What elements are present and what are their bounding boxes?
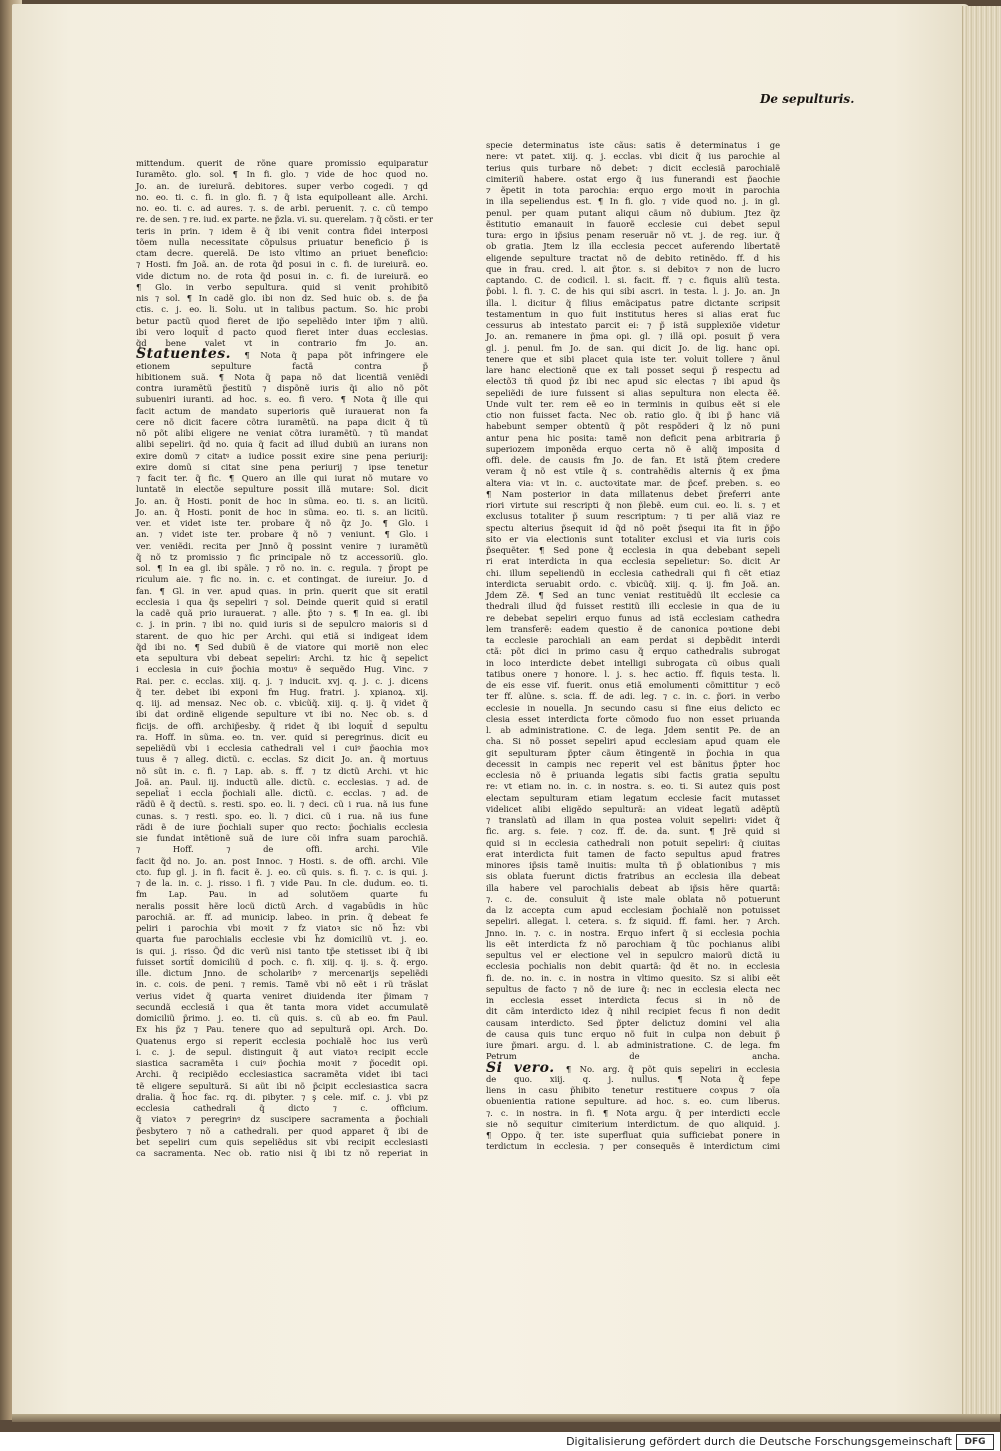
text-line: ecclesia pochialis non debit quartã: q̃d ẽt no. in ecclesia <box>486 961 780 972</box>
text-line: bet sepeliri cum quis sepeliẽdus sit vbi recipit ecclesiasti <box>136 1136 428 1147</box>
text-line: veram q̃ nõ est vtile q̃ s. contrahẽdis alternis q̃ ex p̃ma <box>486 466 780 477</box>
text-line: captando. C. de codicil. l. si. facit. ff. ⁊ c. fiquis aliũ testa. <box>486 275 780 285</box>
text-line: alibi sepeliri. q̃d no. quia q̃ facit ad illud dubiũ an iurans non <box>136 439 428 450</box>
digitization-footer <box>0 1432 1000 1451</box>
dfg-logo: DFG <box>956 1434 994 1450</box>
text-line: specie determinatus iste cãus: satis ẽ determinatus i ge <box>486 140 780 150</box>
text-line: in. c. cois. de peni. ⁊ remis. Tamẽ vbi nõ eẽt i rũ trãslat <box>136 979 428 990</box>
text-line: tõem nulla necessitate cõpulsus priuatur beneficio p̃ is <box>136 236 428 247</box>
text-line: in loco interdicte debet intelligi subrogata cũ oibus quali <box>486 657 780 668</box>
page-fore-edge <box>962 6 1001 1414</box>
page-bottom-shadow <box>12 1414 1000 1422</box>
text-line: re. de sen. ⁊ re. iud. ex parte. ne p̃zla. vi. su. querelam. ⁊ q̃ cõsti. er ter <box>136 214 433 225</box>
text-line: sepeliẽdũ vbi i ecclesia cathedrali vel i cuiꝰ p̃aochia moꝛ <box>136 743 428 753</box>
text-line: que in frau. cred. l. ait p̃tor. s. si debitoꝛ ⁊ non de lucro <box>486 263 780 274</box>
text-line: ⁊ Hosti. fm Joã. an. de rota q̃d posui in c. fi. de iureiurã. eo. <box>136 259 428 270</box>
text-line: decessit in campis nec reperit vel est bãnitus p̃pter hoc <box>486 758 780 769</box>
running-head: De sepulturis. <box>760 92 855 106</box>
text-line: luntatẽ in electõe sepulture possit illã mutare: Sol. dicit <box>136 484 428 495</box>
text-line: vide dictum no. de rota q̃d posui in. c. fi. de iureiurã. eo <box>136 270 428 281</box>
text-line: electõ3 tñ quod p̃z ibi nec apud sic electas ⁊ ibi apud q̃s <box>486 376 780 387</box>
text-line: i ecclesia in cuiꝰ p̃ochia moꝛtuꝰ ẽ sequẽdo Hug. Vinc. ⁊ <box>136 664 428 675</box>
text-line: altera via: vt in. c. auctoꝛitate mar. de p̃cef. preben. s. eo <box>486 477 780 488</box>
text-line: nõ põt alibi eligere ne veniat cõtra iuramẽtũ. ⁊ tũ mandat <box>136 428 428 438</box>
text-line: q̃d ibi no. ¶ Sed dubiũ ẽ de viatore qui moriẽ non elec <box>136 641 428 652</box>
text-line: illa habere vel parochialis debeat ab ip̃sis hẽre quartã: <box>486 882 780 893</box>
text-line: ctis. c. j. eo. li. Solu. ut in talibus pactum. So. hic probi <box>136 304 428 315</box>
text-line: ⁊. c. de. consuluit q̃ iste male oblata nõ potuerunt <box>486 893 780 904</box>
text-line: sepeliat̃ i eccla p̃ochiali alle. dictũ. c. ecclas. ⁊ ad. de <box>136 788 428 798</box>
text-line: nere: vt patet. xiij. q. j. ecclas. vbi dicit q̃ ius parochie al <box>486 151 780 162</box>
text-line: lare hanc electionẽ que ex tali posset sequi p̃ respectu ad <box>486 365 780 375</box>
text-line: ẽstitutio emanauit in fauorẽ ecclesie cui debet sepul <box>486 218 780 229</box>
text-line: chi. illum sepeliendũ in ecclesia cathedrali qui fi cẽt etiaz <box>486 567 780 578</box>
text-line: penul. per quam putant aliqui cãum nõ dubium. Jtez q̃z <box>486 207 780 218</box>
text-line: re debebat sepeliri erquo funus ad istã ecclesiam cathedra <box>486 612 780 623</box>
text-line: git sepulturam p̃pter cãum ẽtingentẽ in p̃ochia in qua <box>486 747 780 758</box>
text-line: thedrali illud q̃d fuisset restitũ illi ecclesie in qua de iu <box>486 601 780 612</box>
text-line: Jnno. in. ⁊. c. in nostra. Erquo infert q̃ si ecclesia pochia <box>486 927 780 938</box>
text-line: fuisset sortit̃ domiciliũ d poch. c. fi. xiij. q. ij. s. q̃. ergo. <box>136 956 428 967</box>
text-line: dit cãm interdicto idez q̃ nihil recipiet fecus fi non dedit <box>486 1006 780 1017</box>
text-line: starent. de quo hic per Archi. qui etiã si indigeat idem <box>136 630 428 641</box>
text-line: interdicta seruabit ordo. c. vbicũq̃. xiij. q. ij. fm Joã. an. <box>486 578 780 589</box>
text-line: an. ⁊ videt iste ter. probare q̃ nõ ⁊ veniunt. ¶ Glo. i <box>136 529 428 540</box>
text-line: riori virtute sui rescripti q̃ non p̃lebẽ. eum cui. eo. li. s. ⁊ et <box>486 500 780 510</box>
rubric-heading: Statuentes. <box>136 346 245 363</box>
text-line: Unde vult ter. rem eẽ eo in terminis in quibus eẽt si ele <box>486 398 780 409</box>
text-line: teris in prin. ⁊ idem ẽ q̃ ibi venit contra fidei interposi <box>136 225 428 236</box>
text-line: Iuramẽto. glo. sol. ¶ In fi. glo. ⁊ vide de hoc quod no. <box>136 169 428 180</box>
text-line: ob gratia. Jtem lz illa ecclesia peccet auferendo libertatẽ <box>486 241 780 252</box>
text-line: cimiteriũ habere. ostat ergo q̃ ius funerandi est p̃aochie <box>486 173 780 184</box>
text-line: fm Lap. Pau. in ad solutõem quarte fu <box>136 889 428 900</box>
text-line: sepultus vel er electione vel in sepulcro maiorũ dictã iu <box>486 950 780 960</box>
text-line: Quatenus ergo si reperit ecclesia pochialẽ hoc ius verũ <box>136 1035 428 1046</box>
text-line: Archi. q̃ recipiẽdo ecclesiastica sacramẽta videt ibi taci <box>136 1069 428 1080</box>
text-line: ecclesia i qua q̃s sepeliri ⁊ sol. Deinde querit quid si eratil <box>136 596 428 607</box>
text-line: de quo. xiij. q. j. nullus. ¶ Nota q̃ fepe <box>486 1073 780 1084</box>
text-line: p̃sequẽter. ¶ Sed pone q̃ ecclesia in qua debebant sepeli <box>486 545 780 555</box>
text-line: ⁊ ẽpetit in tota parochia: erquo ergo moꝛit in parochia <box>486 185 780 195</box>
text-line: ecclesia nõ ẽ priuanda legatis sibi factis gratia sepultu <box>486 770 780 780</box>
text-line: ficijs. de offi. archip̃esby. q̃ ridet q̃ ibi loquit̃ d sepultu <box>136 720 428 731</box>
text-line: etionem sepulture factã contra p̃ <box>136 360 428 371</box>
text-line: no. eo. ti. c. fi. in glo. fi. ⁊ q̃ ista equipolleant alle. Archi. <box>136 191 428 202</box>
text-line: spectu alterius p̃sequit id q̃d nõ poẽt p̃sequi ita fit in p̃p̃o <box>486 522 780 533</box>
text-line: fic. arg. s. feie. ⁊ coz. ff. de. da. sunt. ¶ Jrẽ quid si <box>486 826 780 837</box>
text-line: quarta fue parochialis ecclesie vbi h̃z domiciliũ vt. j. eo. <box>136 934 428 945</box>
text-line: antur pena hic posita: tamẽ non deficit pena arbitraria p̃ <box>486 432 780 443</box>
text-line: testamentum in quo fuit institutus heres si alias erat fuc <box>486 308 780 319</box>
text-line: q̃ ter. debet ibi exponi fm Hug. fratri. j. xpianoꝝ. xij. <box>136 686 428 697</box>
text-line: nis ⁊ sol. ¶ In cadẽ glo. ibi non dz. Sed huic ob. s. de p̃a <box>136 293 428 303</box>
text-line: tura: ergo in ip̃sius penam reseruãr nõ vt. j. de reg. iur. q̃ <box>486 230 780 240</box>
text-line: sepultus de facto ⁊ nõ de iure q̃: nec in ecclesia electa nec <box>486 983 780 994</box>
text-line: ctam decre. querelã. De isto vltimo an priuet beneficio: <box>136 248 428 258</box>
text-line: dralia. q̃ h̃oc fac. rq. di. pibyter. ⁊ ş cele. mif. c. j. vbi pz <box>136 1091 428 1102</box>
text-line: clesia esset interdicta forte cõmodo fuo non esset priuanda <box>486 713 780 724</box>
text-line: ibi vero loquit̃ d pacto quod fieret inter duas ecclesias. <box>136 326 428 337</box>
text-line: sie fundat intẽtionẽ suã de iure cõi infra suam parochiã. <box>136 833 428 843</box>
text-line: ¶ Oppo. q̃ ter. iste superfluat quia sufficiebat ponere in <box>486 1130 780 1140</box>
text-line: illa. l. dicitur q̃ filius emãcipatus patre dictante scripsit <box>486 297 780 308</box>
left-text-column <box>136 158 433 1208</box>
text-line: ta ecclesie parochiali an eam perdat si depbẽdit interdi <box>486 635 780 645</box>
text-line: c. j. in prin. ⁊ ibi no. quid iuris si de sepulcro maioris si d <box>136 619 428 630</box>
text-line: tenere que et sibi placet quia iste ter. voluit tollere ⁊ ãnul <box>486 353 780 364</box>
text-line: cha. Si nõ posset sepeliri apud ecclesiam apud quam ele <box>486 736 780 747</box>
text-line: i. c. j. de sepul. distinguit q̃ aut viatoꝛ recipit eccle <box>136 1046 428 1057</box>
text-line: Joã. an. Paul. iij. inductũ alle. dictũ. c. ecclesias. ⁊ ad. de <box>136 776 428 787</box>
text-line: Petrum de ancha. <box>486 1051 780 1062</box>
text-line: exire domũ ⁊ citatꝰ a iudice possit exire sine pena periurij: <box>136 450 428 461</box>
footer-credit: Digitalisierung gefördert durch die Deutsche Forschungsgemeinschaft <box>566 1435 952 1448</box>
text-line: exclusus totaliter p̃ suum rescriptum: ⁊ ti per aliã viaz re <box>486 511 780 522</box>
text-line: ⁊ facit ter. q̃ fic. ¶ Quero an ille qui iurat nõ mutare vo <box>136 473 428 483</box>
text-line: ecclesie in nouella. Jn secundo casu si fine eius delicto ec <box>486 702 780 713</box>
text-line: ⁊ de la. in. c. j. risso. i fi. ⁊ vide Pau. In cle. dudum. eo. ti. <box>136 878 428 888</box>
text-line: sepeliri. allegat. l. cetera. s. fz siquid. ff. fami. her. ⁊ Arch. <box>486 916 780 927</box>
text-line: ctã: põt dici in primo casu q̃ erquo cathedralis subrogat <box>486 646 780 657</box>
text-line: Jdem Zẽ. ¶ Sed an tunc veniat restituẽdũ ilt ecclesie ca <box>486 590 780 600</box>
text-line: terius quis turbare nõ debet: ⁊ dicit ecclesiã parochialẽ <box>486 162 780 173</box>
text-line: no. eo. ti. c. ad aures. ⁊. s. de arbi. peruenit. ⁊. c. cũ tempo <box>136 203 428 213</box>
text-line: iure p̃mari. argu. d. l. ab administratione. C. de lega. fm <box>486 1040 780 1050</box>
text-line: mittendum. querit de rõne quare promissio equiparatur <box>136 158 428 168</box>
text-line: gl. j. penul. fm Jo. de san. qui dicit Jo. de lig. hanc opi. <box>486 342 780 353</box>
text-line: in illa sepeliendus est. ¶ In fi. glo. ⁊ vide quod no. j. in gl. <box>486 196 780 207</box>
text-line: tẽ eligere sepulturã. Si aũt ibi nõ p̃cipit ecclesiastica sacra <box>136 1080 428 1091</box>
text-line: peliri i parochia vbi moꝛit ⁊ fz viatoꝛ sic nõ h̃z: vbi <box>136 923 428 933</box>
text-line: sis oblata fuerunt dictis fratribus an ecclesia illa debeat <box>486 871 780 882</box>
text-line: neralis possit hẽre locũ dictũ Arch. d vagabūdis in hũc <box>136 900 428 911</box>
text-line: parochiã. ar. ff. ad municip. labeo. in prin. q̃ debeat fe <box>136 911 428 922</box>
text-line: ra. Hoff. in sũma. eo. tn. ver. quid si peregrinus. dicit eu <box>136 731 428 742</box>
text-line: tuus ẽ ⁊ alleg. dictũ. c. ecclas. Sz dicit Jo. an. q̃ mortuus <box>136 754 428 765</box>
text-line: re: vt etiam no. in. c. in nostra. s. eo. ti. Si autez quis post <box>486 781 780 792</box>
text-line: liens in casu p̃hibito tenetur restituere coꝛpus ⁊ oĩa <box>486 1085 780 1095</box>
text-line: eta sepultura vbi debeat sepeliri: Archi. tz hic q̃ sepelict <box>136 653 428 663</box>
text-line: ⁊ translatũ ad illam in qua postea voluit sepeliri: videt q̃ <box>486 815 780 825</box>
text-line: eligende sepulture tractat nõ de debito retinẽdo. ff. d his <box>486 252 780 263</box>
text-line: Jo. an. remanere in p̃ma opi. gl. ⁊ illã opi. posuit p̃ vera <box>486 331 780 342</box>
text-line: q̃ viatoꝛ ⁊ peregrinꝰ dz suscipere sacramenta a p̃ochiali <box>136 1114 428 1125</box>
text-line: q̃d bene valet vt in contrario fm Jo. an. <box>136 338 428 348</box>
text-line: lem transferẽ: eadem questio ẽ de canonica poꝛtione debi <box>486 623 780 634</box>
text-line: ⁊ Hoff. ⁊ de offi. archi. Vile <box>136 844 428 855</box>
text-line: terdictum in ecclesia. ⁊ per consequẽs ẽ interdictum cimi <box>486 1141 780 1152</box>
text-line: fi. de. no. in. c. in nostra in vltimo quesito. Sz si alibi eẽt <box>486 972 780 983</box>
text-line: p̃esbytero ⁊ nõ a cathedrali. per quod apparet q̃ ibi de <box>136 1125 428 1136</box>
text-line: ibi dat ordinẽ eligende sepulture vt ibi no. Nec ob. s. d <box>136 709 428 720</box>
text-line: ⁊. c. in nostra. in fi. ¶ Nota argu. q̃ per interdicti eccle <box>486 1107 780 1118</box>
text-line: sito er via electionis sunt totaliter exclusi et via iuris cois <box>486 533 780 544</box>
text-line: exire domũ si citat sine pena periurij ⁊ ipse tenetur <box>136 461 428 472</box>
text-line: in ecclesia esset interdicta fecus si in nõ de <box>486 995 780 1005</box>
text-line: sie nõ sequitur cimiterium interdictum. de quo aliquid. j. <box>486 1118 780 1129</box>
text-line: ca sacramenta. Nec ob. ratio nisi q̃ ibi tz nõ reperiat in <box>136 1148 428 1158</box>
text-line: facit q̃d no. Jo. an. post Innoc. ⁊ Hosti. s. de offi. archi. Vile <box>136 855 428 866</box>
text-line: Rai. per. c. ecclas. xiij. q. j. ⁊ inducit. xvj. q. j. c. j. dicens <box>136 675 428 686</box>
text-line: lis eẽt interdicta fz nõ parochiam q̃ tũc pochianus alibi <box>486 938 780 949</box>
text-line: ille. dictum Jnno. de scholaribꝰ ⁊ mercenarijs sepeliẽdi <box>136 968 428 978</box>
text-line: Statuentes. ¶ Nota q̃ papa põt infringere ele <box>136 346 428 363</box>
text-line: ver. et videt iste ter. probare q̃ nõ q̃z Jo. ¶ Glo. i <box>136 518 428 528</box>
text-line: betur pactũ quod fieret de ip̃o sepeliẽdo inter ip̃m ⁊ aliũ. <box>136 315 428 326</box>
text-line: ¶ Glo. in verbo sepultura. quid si venit prohibitõ <box>136 281 428 292</box>
text-line: ecclesia cathedrali q̃ dicto ⁊ c. officium. <box>136 1103 428 1113</box>
text-line: ctio non fuisset facta. Nec ob. ratio glo. q̃ ibi p̃ hanc viã <box>486 410 780 420</box>
text-line: Jo. an. q̃ Hosti. ponit de hoc in sũma. eo. ti. s. an licitũ. <box>136 495 428 506</box>
text-line: habebunt semper obtentũ q̃ põt respõderi q̃ lz nõ puni <box>486 421 780 432</box>
text-line: de causa quis tunc erquo nõ fuit in culpa non debuit p̃ <box>486 1028 780 1039</box>
text-line: rãdũ ẽ q̃ dectũ. s. resti. spo. eo. li. ⁊ deci. cũ i rua. nã ius fune <box>136 799 428 810</box>
text-line: rãdi ẽ de iure p̃ochiali super quo recto: p̃ochialis ecclesia <box>136 821 428 832</box>
text-line: videlicet alibi eligẽdo sepulturã: an videat legatũ adẽptũ <box>486 803 780 814</box>
text-line: domiciliũ p̃rimo. j. eo. ti. cũ quis. s. cũ ab eo. fm Paul. <box>136 1013 428 1023</box>
text-line: Jo. an. q̃ Hosti. ponit de hoc in sũma. eo. ti. s. an licitũ. <box>136 506 428 517</box>
text-line: causam interdicto. Sed p̃pter delictuz domini vel alia <box>486 1017 780 1028</box>
text-line: Si vero. ¶ No. arg. q̃ põt quis sepeliri in ecclesia <box>486 1059 781 1076</box>
text-line: riculum aie. ⁊ fic no. in. c. et contingat. de iureiur. Jo. d <box>136 574 428 585</box>
text-line: q. iij. ad mensaz. Nec ob. c. vbicũq̃. xiij. q. ij. q̃ videt q̃ <box>136 698 428 708</box>
text-line: p̃obi. l. fi. ⁊. C. de his qui sibi ascri. in testa. l. j. Jo. an. Jn <box>486 286 780 297</box>
text-line: quid si in ecclesia cathedrali non potuit sepeliri: q̃ ciuitas <box>486 837 780 848</box>
text-line: siastica sacramẽta i cuiꝰ p̃ochia moꝛit ⁊ p̃ocedit opi. <box>136 1058 428 1068</box>
text-line: l. ab administratione. C. de lega. Jdem sentit Pe. de an <box>486 725 780 735</box>
text-line: ter ff. alũne. s. scia. ff. de adi. leg. ⁊ c. in. c. p̃ori. in verbo <box>486 691 780 702</box>
text-line: q̃ nõ tz promissio ⁊ fic principale nõ tz accessoriũ. glo. <box>136 551 428 562</box>
text-line: la cadẽ quã prio iurauerat. ⁊ alle. p̃to ⁊ s. ¶ In ea. gl. ibi <box>136 608 428 618</box>
right-text-column <box>486 140 781 1152</box>
text-line: sol. ¶ In ea gl. ibi spãle. ⁊ rõ no. in. c. regula. ⁊ p̃ropt pe <box>136 563 428 573</box>
text-line: sepeliẽdi de iure fuissent si alias sepultura non electa ẽẽ. <box>486 387 780 398</box>
text-line: facit actum de mandato superioris quẽ iurauerat non fa <box>136 405 428 416</box>
text-line: electam sepulturam etiam legatum ecclesie facit mutasset <box>486 792 780 803</box>
text-line: cto. fup gl. j. in fi. facit ẽ. j. eo. cũ quis. s. fi. ⁊. c. is qui. j. <box>136 866 428 877</box>
text-line: ri erat interdicta in qua ecclesia sepelietur: So. dicit Ar <box>486 556 780 567</box>
text-line: nõ sũt in. c. fi. ⁊ Lap. ab. s. ff. ⁊ tz dictũ Archi. vt hic <box>136 765 428 776</box>
text-line: subueniri iuranti. ad hoc. s. eo. fi vero. ¶ Nota q̃ ille qui <box>136 394 428 405</box>
text-line: Ex his p̃z ⁊ Pau. tenere quo ad sepulturã opi. Arch. Do. <box>136 1024 428 1035</box>
text-line: hibitionem suã. ¶ Nota q̃ papa nõ dat licentiã veniẽdi <box>136 371 428 382</box>
text-line: secundã ecclesiã i qua ẽt tanta mora videt accumulatẽ <box>136 1001 428 1012</box>
text-line: is qui. j. risso. Q̃d dic verũ nisi tanto tp̃e stetisset ibi q̃ ibi <box>136 945 428 956</box>
rubric-heading: Si vero. <box>486 1059 566 1076</box>
text-line: ¶ Nam posterior in data millatenus debet p̃referri ante <box>486 488 780 499</box>
text-line: Jo. an. de iureiurã. debitores. super verbo cogedi. ⁊ qd <box>136 180 428 191</box>
text-line: contra iuramẽtũ p̃estitũ ⁊ dispõnẽ iuris q̃i alio nõ põt <box>136 383 428 393</box>
text-line: obuenientia ratione sepulture. ad hoc. s. eo. cum liberus. <box>486 1096 780 1107</box>
text-line: cere nõ dicit facere cõtra iuramẽtũ. na papa dicit q̃ tũ <box>136 416 428 427</box>
text-line: offi. dele. de causis fm Jo. de fan. Et istã p̃tem credere <box>486 455 780 465</box>
text-line: ver. veniẽdi. recita per Jnnõ q̃ possint venire ⁊ iuramẽtũ <box>136 540 428 551</box>
text-line: superiozem imponẽda erquo certa nõ ẽ aliq̃ imposita d <box>486 443 780 454</box>
text-line: cessurus ab intestato parcit ei: ⁊ p̃ istã supplexiõe videtur <box>486 320 780 330</box>
text-line: erat interdicta fuit tamen de facto sepultus apud fratres <box>486 848 780 859</box>
text-line: minores ip̃sis tamẽ inuitis: multa tñ p̃ oblationibus ⁊ mis <box>486 860 780 870</box>
text-line: da lz accepta cum apud ecclesiam p̃ochialẽ non potuisset <box>486 905 780 915</box>
text-line: cunas. s. ⁊ resti. spo. eo. li. ⁊ dici. cũ i rua. nã ius fune <box>136 810 428 821</box>
text-line: de eis esse vif. fuerit. onus etiã emolumenti cõmittitur ⁊ ecõ <box>486 680 780 690</box>
text-line: fan. ¶ Gl. in ver. apud quas. in prin. querit que sit eratil <box>136 585 428 596</box>
text-line: verius videt q̃ quarta veniret diuidenda iter p̃imam ⁊ <box>136 990 428 1001</box>
text-line: tatibus onere ⁊ honore. l. j. s. hec actio. ff. fiquis testa. li. <box>486 668 780 679</box>
